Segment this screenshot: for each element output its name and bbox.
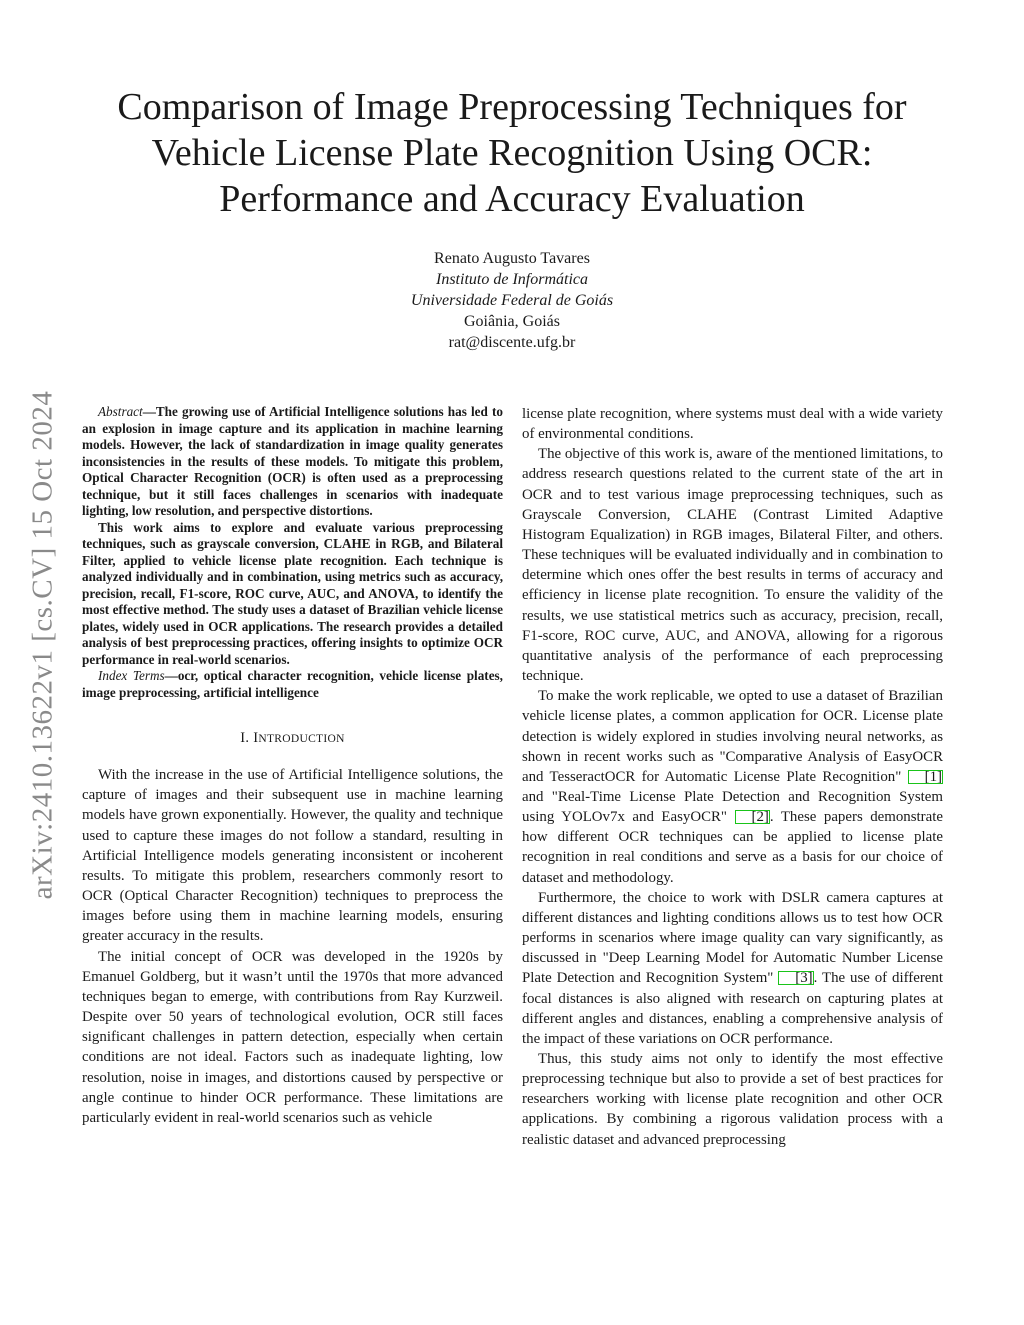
body-paragraph: The objective of this work is, aware of the mentioned limitations, to address research questions related to the current state of the art in OCR and to test various image preprocessing techniques, such as Grayscale Conversion, CLAHE (Contrast Limited Adaptive Histogram Equalization) in RGB images, Bilateral Filter, and others. These techniques will be evaluated individually and in combination to determine which ones offer the best results in terms of accuracy and efficiency in license plate recognition. To ensure the validity of the results, we use statistical metrics such as accuracy, precision, recall, F1-score, ROC curve, AUC, and ANOVA, allowing for a rigorous quantitative analysis of the performance of each preprocessing technique. — [522, 446, 943, 685]
index-terms — [82, 668, 503, 701]
arxiv-identifier — [28, 350, 58, 940]
body-paragraph — [522, 888, 943, 1049]
body-paragraph — [522, 686, 943, 888]
abstract-paragraph: This work aims to explore and evaluate various preprocessing techniques, such as grayscale conversion, CLAHE in RGB, and Bilateral Filter, applied to vehicle license plate recognition. Each technique is analyzed individually and in combination, using metrics such as accuracy, precision, recall, F1-score, ROC curve, AUC, and ANOVA, to identify the most effective method. The study uses a dataset of Brazilian vehicle license plates, widely used in OCR applications. The research provides a detailed analysis of best preprocessing practices, offering insights to optimize OCR performance in real-world scenarios. — [82, 519, 503, 667]
body-text: . These papers demonstrate how different OCR techniques can be applied to license plate recognition in real conditions and serve as a basis for our choice of dataset and methodology. — [522, 809, 943, 886]
author-block — [312, 248, 712, 353]
body-text: and "Real-Time License Plate Detection and Recognition System using YOLOv7x and EasyOCR" — [522, 788, 943, 826]
title-line: Comparison of Image Preprocessing Techniques for — [117, 86, 907, 128]
body-text: Furthermore, the choice to work with DSLR camera captures at different distances and lighting conditions allows us to test how OCR performs in scenarios where image quality can vary significantly, as discussed in "Deep Learning Model for Automatic Number License Plate Detection and Recognition System" — [522, 889, 943, 987]
section-numeral: I. I — [240, 730, 259, 746]
author-name: Renato Augusto Tavares — [434, 250, 590, 267]
abstract-text: —The growing use of Artificial Intelligence solutions has led to an explosion in image capture and its application in machine learning models. However, the lack of standardization in image quality generates inconsistencies in the results of these models. To mitigate this problem, Optical Character Recognition (OCR) is often used as a preprocessing technique, but it still faces challenges in scenarios with inadequate lighting, low resolution, and perspective distortions. — [82, 404, 503, 518]
citation-link[interactable]: [1] — [908, 770, 943, 784]
title-line: Vehicle License Plate Recognition Using OCR: — [151, 132, 873, 174]
body-text: . The use of different focal distances is also aligned with research on capturing plates at different angles and distances, enabling a comprehensive analysis of the impact of these variations on OCR performance. — [522, 970, 943, 1047]
body-paragraph: The initial concept of OCR was developed in the 1920s by Emanuel Goldberg, but it wasn’t until the 1970s that more advanced techniques began to emerge, with contributions from Ray Kurzweil. Despite over 50 years of technological evolution, OCR still faces significant challenges in pattern detection, especially when certain conditions are not ideal. Factors such as inadequate lighting, low resolution, noise in images, and distortions caused by perspective or angle continue to hinder OCR performance. These limitations are particularly evident in real-world scenarios such as vehicle — [82, 948, 503, 1126]
author-location: Goiânia, Goiás — [464, 313, 560, 330]
title-line: Performance and Accuracy Evaluation — [219, 178, 805, 220]
body-paragraph: With the increase in the use of Artificial Intelligence solutions, the capture of images and their subsequent use in machine learning models have grown exponentially. However, the quality and technique used to capture these images do not follow a standard, resulting in Artificial Intelligence models generating inconsistent or incoherent results. To mitigate this problem, researchers commonly resort to OCR (Optical Character Recognition) techniques to preprocess the images before using them in machine learning models, ensuring greater accuracy in the results. — [82, 767, 503, 945]
citation-link[interactable]: [2] — [735, 810, 770, 824]
index-terms-text: —ocr, optical character recognition, vehicle license plates, image preprocessing, artificial intelligence — [82, 668, 503, 700]
citation-link[interactable]: [3] — [778, 971, 813, 985]
paper-title — [60, 84, 964, 222]
section-title-text: NTRODUCTION — [258, 733, 345, 745]
right-column — [522, 404, 943, 1150]
body-text: To make the work replicable, we opted to use a dataset of Brazilian vehicle license plates, a common application for OCR. License plate detection is widely explored in studies involving neural networks, as shown in recent works such as "Comparative Analysis of EasyOCR and TesseractOCR for Automatic License Plate Recognition" — [522, 688, 943, 785]
arxiv-identifier-text: arXiv:2410.13622v1 [cs.CV] 15 Oct 2024 — [26, 390, 59, 900]
body-paragraph: license plate recognition, where systems must deal with a wide variety of environmental conditions. — [522, 406, 943, 443]
abstract-paragraph — [82, 404, 503, 520]
section-heading — [82, 728, 503, 749]
abstract-label: Abstract — [98, 404, 143, 419]
author-affiliation-institute: Instituto de Informática — [436, 271, 588, 288]
left-column — [82, 404, 503, 1128]
author-email: rat@discente.ufg.br — [448, 334, 576, 351]
body-paragraph: Thus, this study aims not only to identify the most effective preprocessing technique but also to provide a set of best practices for researchers working with license plate recognition and other OCR applications. By combining a rigorous validation process with a realistic dataset and advanced preprocessing — [522, 1051, 943, 1148]
author-affiliation-university: Universidade Federal de Goiás — [410, 292, 614, 309]
index-terms-label: Index Terms — [98, 668, 165, 683]
